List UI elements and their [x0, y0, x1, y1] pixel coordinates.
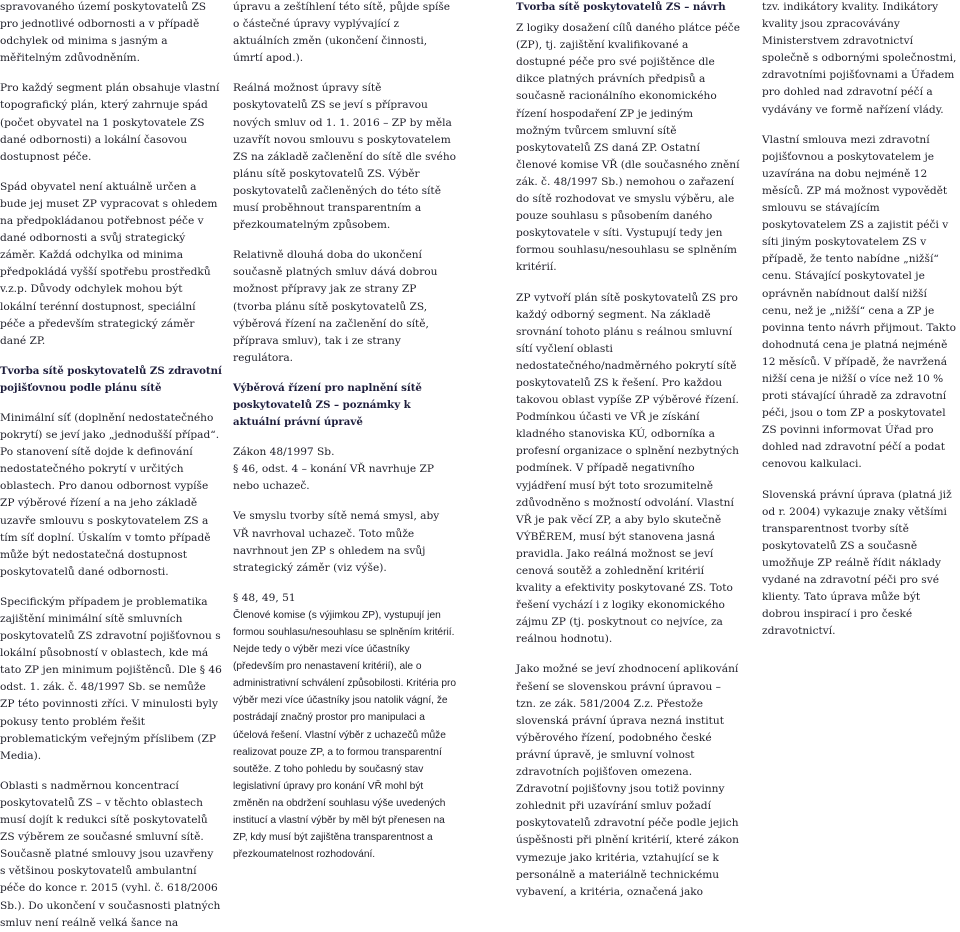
column-2: [233, 0, 457, 863]
paragraph: spravovaného území poskytovatelů ZS pro jednotlivé odbornosti a v případě odchylek od minima s jasným a měřitelným zdůvodněním.: [0, 1, 207, 65]
section-heading: Tvorba sítě poskytovatelů ZS zdravotní pojišťovnou podle plánu sítě: [0, 364, 222, 394]
paragraph: úpravu a zeštíhlení této sítě, půjde spíše o částečné úpravy vyplývající z aktuálních změn (ukončení činnosti, úmrtí apod.).: [233, 1, 451, 65]
paragraph: Z logiky dosažení cílů daného plátce péče (ZP), tj. zajištění kvalifikované a dostupné péče pro své pojištěnce dle dikce platných právních předpisů a současně racionálního ekonomického řízení hospodaření ZP je jediným možným tvůrcem smluvní sítě poskytovatelů ZS daná ZP. Ostatní členové komise VŘ (dle současného znění zák. č. 48/1997 Sb.) nemohou o zařazení do sítě rozhodovat ve smyslu výběru, ale pouze souhlasu s působením daného poskytovatele v síti. Vystupují tedy jen formou souhlasu/nesouhlasu se splněním kritérií.: [516, 22, 740, 274]
column-4: [762, 0, 958, 653]
column-1: [0, 0, 222, 932]
paragraph: Jako možné se jeví zhodnocení aplikování řešení se slovenskou právní úpravou – tzn. ze zák. 581/2004 Z.z. Přestože slovenská právní úprava nezná institut výběrového řízení, podobného české právní úpravě, je smluvní volnost zdravotních pojišťoven omezena. Zdravotní pojišťovny jsou totiž povinny zohlednit při uzavírání smluv požadí poskytovatelů zdravotní péče podle jejich úspěšnosti při plnění kritérií, které zákon vymezuje jako kritéria, vztahující se k personálně a materiálně technickému vybavení, a kritéria, označená jako: [516, 663, 739, 898]
paragraph: Vlastní smlouva mezi zdravotní pojišťovnou a poskytovatelem je uzavírána na dobu nejméně 12 měsíců. ZP má možnost vypovědět smlouvu se stávajícím poskytovatelem ZS a zajistit péči v síti jiným poskytovatelem ZS v případě, že tento nabídne „nižší“ cenu. Stávající poskytovatel je oprávněn nabídnout další nižší cenu, než je „nižší“ cena a ZP je povinna tento návrh přijmout. Takto dohodnutá cena je platná nejméně 12 měsíců. V případě, že navržená nižší cena je nižší o více než 10 % proti stávající úhradě za zdravotní péči, jsou o tom ZP a poskytovatel ZS povinni informovat Úřad pro dohled nad zdravotní péčí a podat cenovou kalkulaci.: [762, 133, 956, 471]
paragraph: § 48, 49, 51: [233, 591, 296, 604]
paragraph: Ve smyslu tvorby sítě nemá smysl, aby VŘ navrhoval uchazeč. Toto může navrhnout jen ZP s ohledem na svůj strategický záměr (viz výše).: [233, 510, 440, 574]
paragraph: Reálná možnost úpravy sítě poskytovatelů ZS se jeví s přípravou nových smluv od 1. 1. 2016 – ZP by měla uzavřít novou smlouvu s poskytovatelem ZS na základě začlenění do sítě dle svého plánu sítě poskytovatelů ZS. Výběr poskytovatelů začleněných do této sítě musí proběhnout transparentním a přezkoumatelným způsobem.: [233, 82, 457, 232]
paragraph: Relativně dlouhá doba do ukončení současně platných smluv dává dobrou možnost přípravy jak ze strany ZP (tvorba plánu sítě poskytovatelů ZS, výběrová řízení na začlenění do sítě, příprava smluv), tak i ze strany regulátora.: [233, 249, 438, 364]
paragraph: Oblasti s nadměrnou koncentrací poskytovatelů ZS – v těchto oblastech musí dojít k redukci sítě poskytovatelů ZS výběrem ze současné smluvní sítě. Současně platné smlouvy jsou uzavřeny s většinou poskytovatelů ambulantní péče do konce r. 2015 (vyhl. č. 618/2006 Sb.). Do ukončení v současnosti platných smluv není reálně velká šance na: [0, 779, 221, 929]
section-heading: Tvorba sítě poskytovatelů ZS – návrh: [516, 1, 726, 13]
paragraph: Členové komise (s výjimkou ZP), vystupují jen formou souhlasu/nesouhlasu se splněním kritérií. Nejde tedy o výběr mezi více účastníky (především pro nenastavení kritérií), ale o administrativní schválení způsobilosti. Kritéria pro výběr mezi více účastníky jsou natolik vágní, že postrádají značný prostor pro manipulaci a účelová řešení. Vlastní výběr z uchazečů může realizovat pouze ZP, a to formou transparentní soutěže. Z toho pohledu by současný stav legislativní úpravy pro konání VŘ mohl být změněn na obdržení souhlasu výše uvedených institucí a vlastní výběr by měl být přenesen na ZP, kdy musí být zajištěna transparentnost a přezkoumatelnost rozhodování.: [233, 609, 457, 861]
paragraph: tzv. indikátory kvality. Indikátory kvality jsou zpracovávány Ministerstvem zdravotnictví společně s odbornými společnostmi, zdravotními pojišťovnami a Úřadem pro dohled nad zdravotní péčí a vydávány ve formě nařízení vlády.: [762, 1, 957, 116]
column-3: [516, 0, 740, 901]
paragraph: Slovenská právní úprava (platná již od r. 2004) vykazuje znaky většími transparentnost tvorby sítě poskytovatelů ZS a současně umožňuje ZP reálně řídit náklady vydané na zdravotní péči pro své klienty. Tato úprava může být dobrou inspirací i pro české zdravotnictví.: [762, 488, 952, 638]
paragraph: Minimální síť (doplnění nedostatečného pokrytí) se jeví jako „jednodušší případ“. Po stanovení sítě dojde k definování nedostatečného pokrytí v určitých oblastech. Pro danou odbornost vypíše ZP výběrové řízení a na jeho základě uzavře smlouvu s poskytovatelem ZS a tím síť doplní. Úskalím v tomto případě může být nedostatečná dostupnost poskytovatelů dané odbornosti.: [0, 411, 220, 578]
paragraph: Pro každý segment plán obsahuje vlastní topografický plán, který zahrnuje spád (počet obyvatel na 1 poskytovatele ZS dané odbornosti) a lokální časovou dostupnost péče.: [0, 82, 220, 163]
paragraph: Zákon 48/1997 Sb. § 46, odst. 4 – konání VŘ navrhuje ZP nebo uchazeč.: [233, 446, 434, 493]
section-heading: Výběrová řízení pro naplnění sítě poskytovatelů ZS – poznámky k aktuální právní úpravě: [233, 381, 422, 429]
paragraph: Spád obyvatel není aktuálně určen a bude jej muset ZP vypracovat s ohledem na předpokládanou potřebnost péče v dané odbornosti a svůj strategický záměr. Každá odchylka od minima předpokládá vyšší spotřebu prostředků v.z.p. Důvody odchylek mohou být lokální terénní dostupnost, speciální péče a především strategický záměr dané ZP.: [0, 180, 218, 347]
paragraph: Specifickým případem je problematika zajištění minimální sítě smluvních poskytovatelů ZS zdravotní pojišťovnou s lokální působností v oblastech, kde má tato ZP jen minimum pojištěnců. Dle § 46 odst. 1. zák. č. 48/1997 Sb. se nemůže ZP této povinnosti zříci. V minulosti byly pokusy tento problém řešit problematickým veřejným příslibem (ZP Media).: [0, 595, 222, 762]
paragraph: ZP vytvoří plán sítě poskytovatelů ZS pro každý odborný segment. Na základě srovnání tohoto plánu s reálnou smluvní sítí vyčlení oblasti nedostatečného/nadměrného pokrytí sítě poskytovatelů ZS k řešení. Pro každou takovou oblast vypíše ZP výběrové řízení. Podmínkou účasti ve VŘ je získání kladného stanoviska KÚ, odborníka a profesní organizace o splnění nezbytných podmínek. V případě negativního vyjádření musí být toto srozumitelně zdůvodněno s možností odvolání. Vlastní VŘ je pak věcí ZP, a aby bylo skutečně VÝBĚREM, musí být stanovena jasná pravidla. Jako reálná možnost se jeví cenová soutěž a zohlednění kritérií kvality a efektivity poskytované ZS. Toto řešení vychází i z logiky ekonomického zájmu ZP (tj. poskytnout co nejvíce, za reálnou hodnotu).: [516, 291, 739, 646]
